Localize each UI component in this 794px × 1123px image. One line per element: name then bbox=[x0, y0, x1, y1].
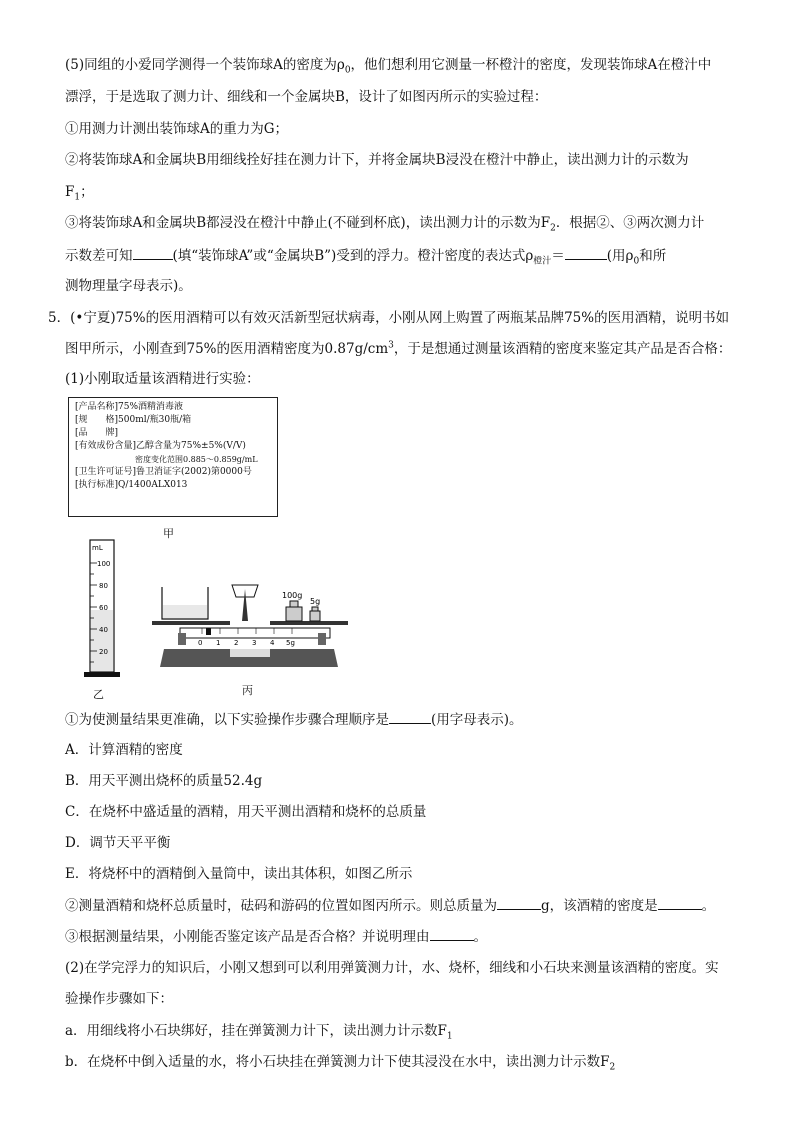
q6-line2 bbox=[65, 340, 731, 358]
q5-line-a: 示数差可知 bbox=[65, 248, 133, 264]
weight-label-5g: 5g bbox=[310, 597, 321, 606]
option-d: D．调节天平平衡 bbox=[65, 835, 171, 851]
balance-figure bbox=[150, 575, 350, 675]
q6-text2-end: ，于是想通过测量该酒精的密度来鉴定其产品是否合格： bbox=[393, 341, 732, 357]
product-label-figure bbox=[68, 397, 278, 517]
base-notch bbox=[230, 649, 270, 657]
right-pan bbox=[270, 621, 348, 625]
f2-subscript: 2 bbox=[609, 1062, 616, 1073]
q5-intro-rest: ，他们想利用它测量一杯橙汁的密度，发现装饰球A在橙汁中 bbox=[350, 57, 712, 73]
weight-label-100g: 100g bbox=[282, 591, 303, 600]
rho-subscript: 0 bbox=[344, 65, 351, 76]
q5-step2-end bbox=[65, 183, 94, 201]
label-row: [卫生许可证号]鲁卫消证字(2002)第0000号 bbox=[75, 467, 252, 477]
step1-end: (用字母表示)。 bbox=[431, 712, 523, 728]
scale-label: 5g bbox=[286, 639, 295, 647]
q5-intro-line bbox=[65, 56, 711, 74]
f1-symbol: F bbox=[65, 184, 75, 200]
q6-part1: (1)小刚取适量该酒精进行实验： bbox=[65, 371, 260, 387]
step3-end: 。 bbox=[473, 929, 487, 945]
step3-text: ③根据测量结果，小刚能否鉴定该产品是否合格？并说明理由 bbox=[65, 929, 430, 945]
option-b: B．用天平测出烧杯的质量52.4g bbox=[65, 773, 263, 789]
cyl-tick-label: 20 bbox=[99, 648, 108, 656]
option-e: E．将烧杯中的酒精倒入量筒中，读出其体积，如图乙所示 bbox=[65, 866, 413, 882]
q5-line-b: (填“装饰球A”或“金属块B”)受到的浮力。橙汁密度的表达式ρ bbox=[172, 248, 534, 264]
q6-text2: 图甲所示，小刚查到75%的医用酒精密度为0.87g/cm bbox=[65, 341, 389, 357]
q5-line2: 漂浮，于是选取了测力计、细线和一个金属块B，设计了如图丙所示的实验过程： bbox=[65, 89, 548, 105]
q5-step1: ①用测力计测出装饰球A的重力为G； bbox=[65, 121, 289, 137]
weight-100g bbox=[286, 607, 302, 621]
label-row: [执行标准]Q/1400ALX013 bbox=[75, 480, 188, 490]
scale-label: 4 bbox=[270, 639, 275, 647]
answer-blank-alcohol-density[interactable] bbox=[658, 896, 702, 910]
q5-line-d: (用ρ bbox=[606, 248, 634, 264]
step2-text: ②测量酒精和烧杯总质量时，砝码和游码的位置如图丙所示。则总质量为 bbox=[65, 898, 497, 914]
cm3-superscript: 3 bbox=[388, 340, 394, 351]
label-row: [有效成份含量]乙醇含量为75%±5%(V/V) bbox=[75, 441, 246, 451]
f1-subscript: 1 bbox=[446, 1031, 453, 1042]
label-row: [产品名称]75%酒精消毒液 bbox=[75, 402, 184, 412]
answer-blank-order[interactable] bbox=[389, 710, 431, 724]
f2-subscript: 2 bbox=[550, 223, 556, 234]
part2-a-text: a．用细线将小石块绑好，挂在弹簧测力计下，读出测力计示数F bbox=[65, 1023, 447, 1039]
q5-step3 bbox=[65, 214, 704, 232]
part2-step-a bbox=[65, 1022, 453, 1040]
f1-subscript: 1 bbox=[74, 192, 81, 203]
answer-blank-reason[interactable] bbox=[430, 927, 474, 941]
q5-answer-line bbox=[65, 246, 666, 265]
question-number: 5． bbox=[48, 310, 71, 326]
juice-subscript: 橙汁 bbox=[533, 256, 552, 267]
answer-blank-density[interactable] bbox=[565, 246, 607, 260]
answer-blank-mass[interactable] bbox=[497, 896, 541, 910]
right-screw bbox=[318, 633, 326, 645]
cyl-tick-label: 80 bbox=[99, 582, 108, 590]
cylinder-liquid bbox=[91, 610, 113, 671]
scale-label: 0 bbox=[198, 639, 203, 647]
weight-5g bbox=[310, 611, 320, 621]
equals-sign: ＝ bbox=[551, 248, 565, 264]
caption-bing: 丙 bbox=[242, 684, 253, 697]
q6-text1: (•宁夏)75%的医用酒精可以有效灭活新型冠状病毒，小刚从网上购置了两瓶某品牌75%的医用酒精，说明书如 bbox=[70, 310, 730, 326]
cylinder-base bbox=[84, 672, 120, 677]
beam-scale bbox=[180, 628, 330, 638]
step2-mid: g，该酒精的密度是 bbox=[541, 898, 658, 914]
label-row: [规 格]500ml/瓶30瓶/箱 bbox=[75, 415, 192, 425]
rho0-subscript: 0 bbox=[633, 256, 640, 267]
caption-yi: 乙 bbox=[93, 688, 104, 701]
option-a: A．计算酒精的密度 bbox=[65, 742, 183, 758]
beaker-liquid bbox=[163, 605, 207, 618]
q5-intro-text: (5)同组的小爱同学测得一个装饰球A的密度为ρ bbox=[65, 57, 345, 73]
step2-end: 。 bbox=[701, 898, 716, 914]
q5-step3-end: ．根据②、③两次测力计 bbox=[555, 215, 705, 231]
q5-step3-text: ③将装饰球A和金属块B都浸没在橙汁中静止(不碰到杯底)，读出测力计的示数为F bbox=[65, 215, 551, 231]
scale-label: 1 bbox=[216, 639, 221, 647]
step1-text: ①为使测量结果更准确，以下实验操作步骤合理顺序是 bbox=[65, 712, 389, 728]
left-screw bbox=[178, 633, 186, 645]
scale-label: 2 bbox=[234, 639, 239, 647]
caption-jia: 甲 bbox=[163, 527, 174, 540]
q5-last-line: 测物理量字母表示)。 bbox=[65, 278, 192, 294]
measuring-cylinder-figure bbox=[78, 538, 128, 680]
cyl-tick-label: 40 bbox=[99, 626, 108, 634]
scale-label: 3 bbox=[252, 639, 257, 647]
q5-step2: ②将装饰球A和金属块B用细线拴好挂在测力计下，并将金属块B浸没在橙汁中静止，读出测力计的示数为 bbox=[65, 152, 689, 168]
label-row: [品 牌] bbox=[75, 428, 119, 438]
cyl-tick-label: 100 bbox=[97, 560, 111, 568]
part2-line2: 验操作步骤如下： bbox=[65, 991, 173, 1007]
part2-b-text: b．在烧杯中倒入适量的水，将小石块挂在弹簧测力计下使其浸没在水中，读出测力计示数F bbox=[65, 1054, 610, 1070]
part2-step-b bbox=[65, 1053, 615, 1071]
cylinder-unit: mL bbox=[92, 544, 103, 552]
label-row: 密度变化范围0.885～0.859g/mL bbox=[135, 455, 258, 464]
q6-line1 bbox=[48, 309, 729, 327]
step3-line bbox=[65, 927, 487, 946]
part2-line1: (2)在学完浮力的知识后，小刚又想到可以利用弹簧测力计，水、烧杯，细线和小石块来测量该酒精的密度。实 bbox=[65, 960, 719, 976]
rider bbox=[206, 628, 211, 635]
cyl-tick-label: 60 bbox=[99, 604, 108, 612]
option-c: C．在烧杯中盛适量的酒精，用天平测出酒精和烧杯的总质量 bbox=[65, 804, 427, 820]
step2-line bbox=[65, 896, 715, 915]
step1-line bbox=[65, 710, 523, 729]
left-pan bbox=[152, 621, 230, 625]
answer-blank-object[interactable] bbox=[133, 246, 173, 260]
q5-line-d-end: 和所 bbox=[639, 248, 667, 264]
f1-punct: ； bbox=[80, 184, 94, 200]
